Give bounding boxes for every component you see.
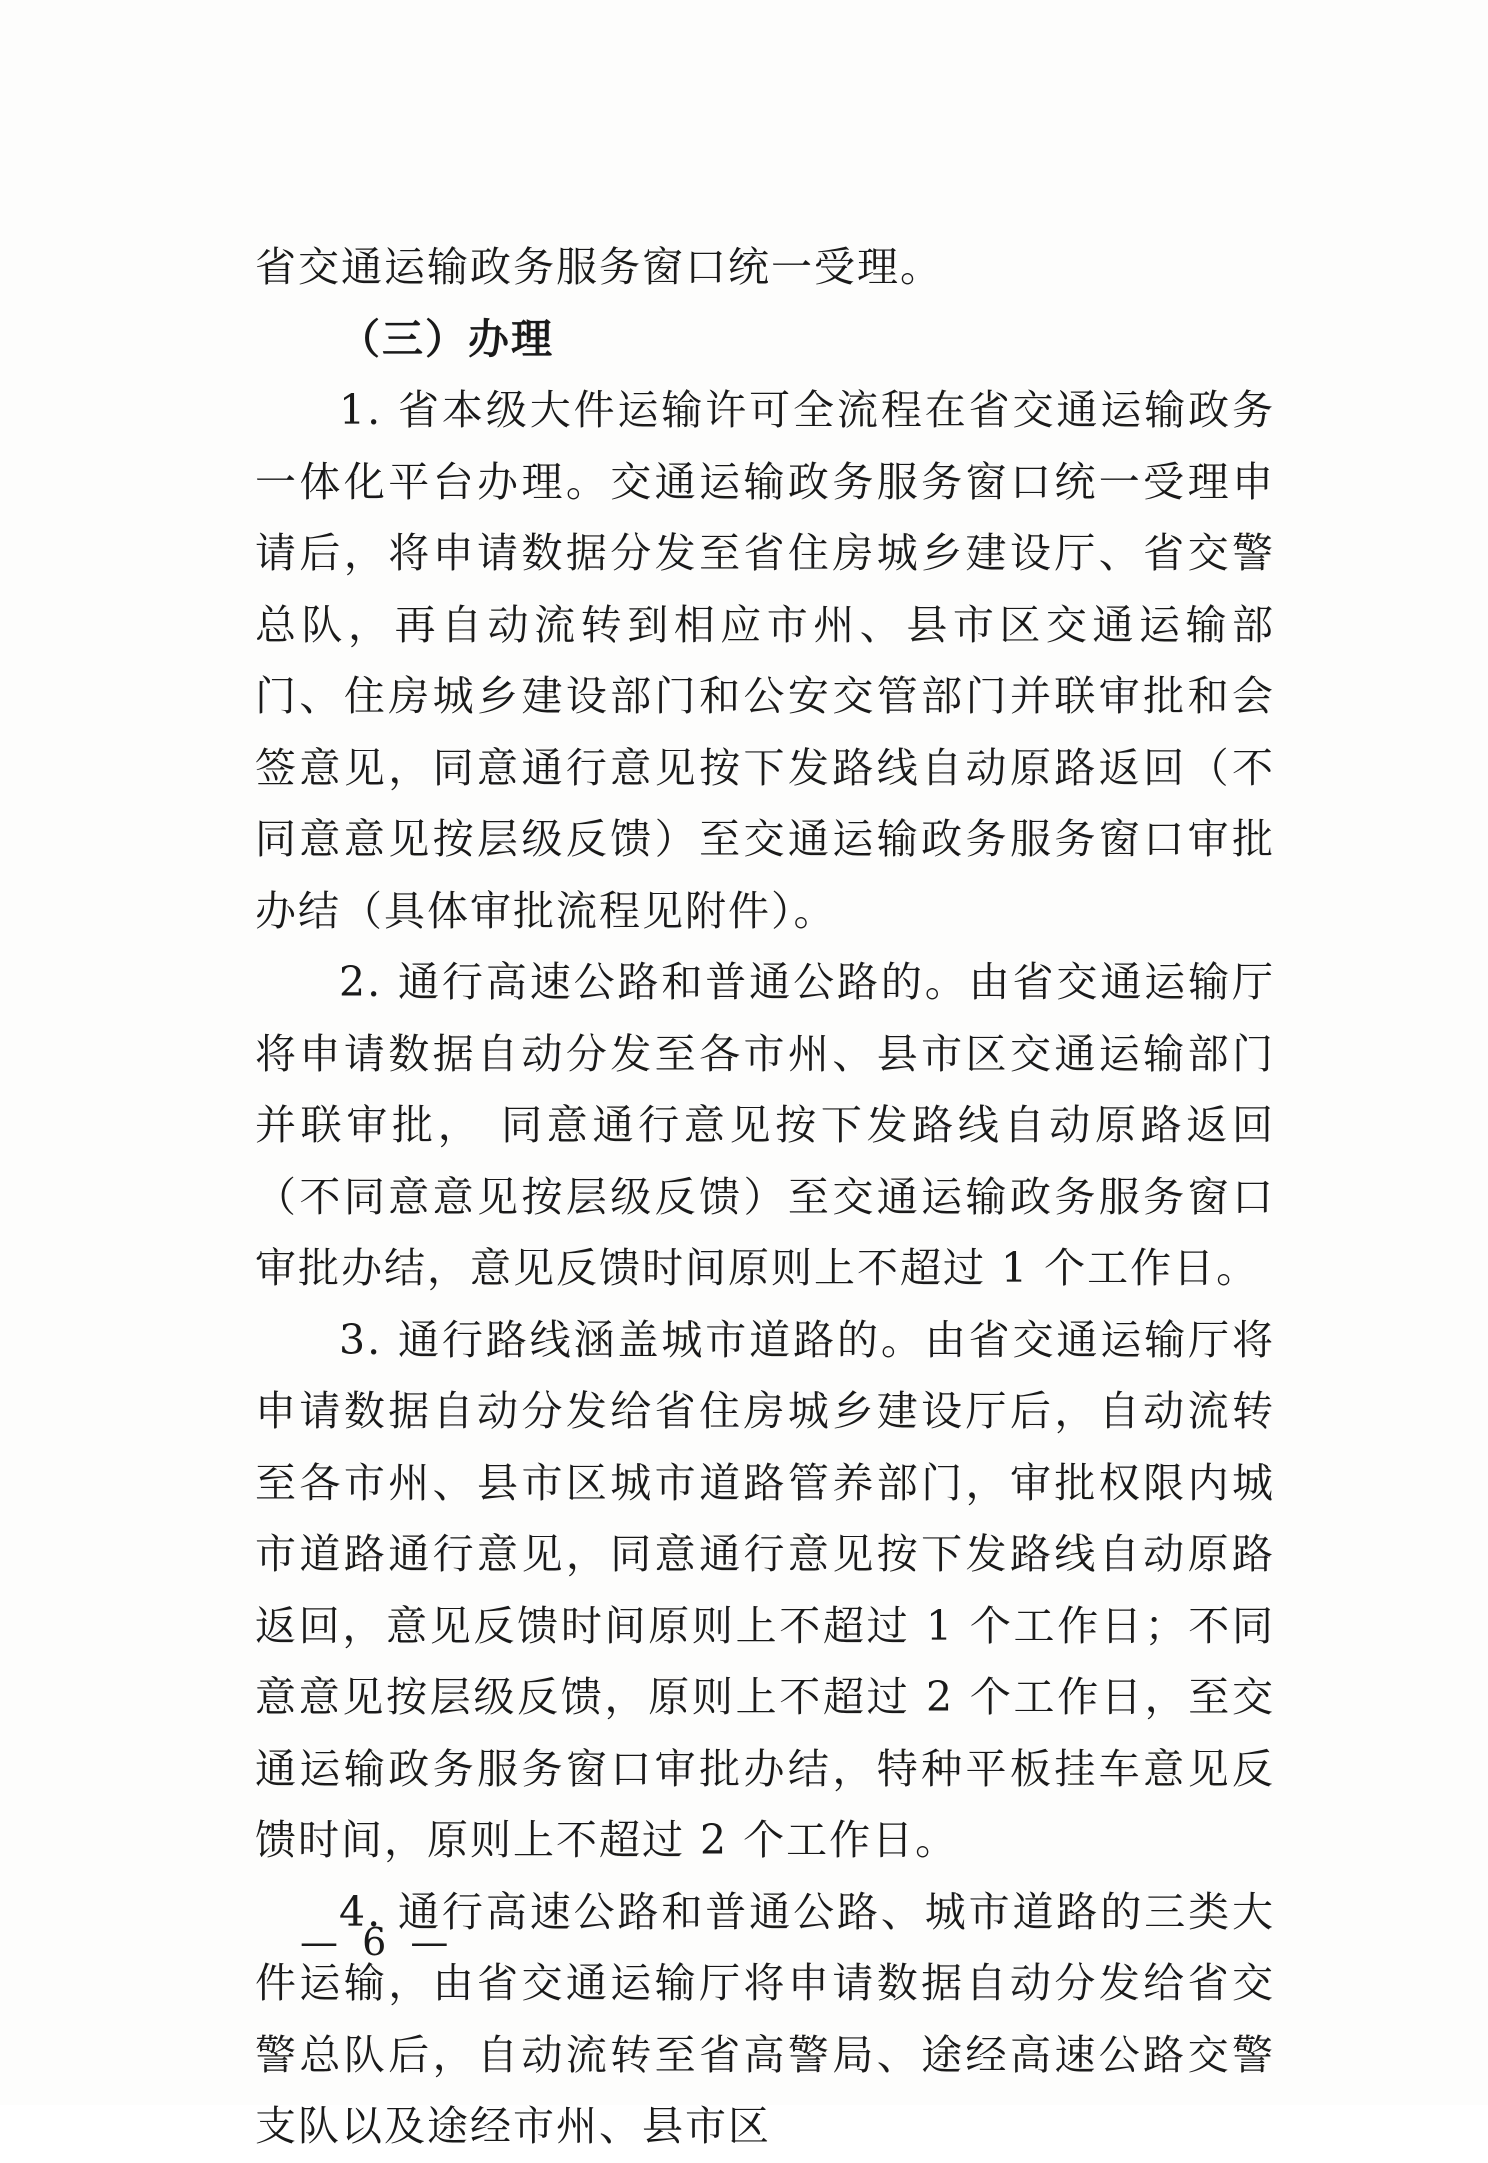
- paragraph-item-3: 3. 通行路线涵盖城市道路的。由省交通运输厅将申请数据自动分发给省住房城乡建设厅后，自动流转至各市州、县市区城市道路管养部门，审批权限内城市道路通行意见，同意通行意见按下发路线自动原路返回，意见反馈时间原则上不超过 1 个工作日；不同意意见按层级反馈，原则上不超过 2 个工作日，至交通运输政务服务窗口审批办结，特种平板挂车意见反馈时间，原则上不超过 2 个工作日。: [255, 1315, 1275, 1864]
- body-text: [255, 232, 1275, 2163]
- paragraph-intro: 省交通运输政务服务窗口统一受理。: [255, 243, 943, 291]
- paragraph-item-2: 2. 通行高速公路和普通公路的。由省交通运输厅将申请数据自动分发至各市州、县市区交通运输部门并联审批， 同意通行意见按下发路线自动原路返回（不同意意见按层级反馈）至交通运输政务服务窗口审批办结，意见反馈时间原则上不超过 1 个工作日。: [255, 958, 1275, 1292]
- page-number: — 6 —: [300, 1920, 455, 1964]
- paragraph-item-1: 1. 省本级大件运输许可全流程在省交通运输政务一体化平台办理。交通运输政务服务窗口统一受理申请后，将申请数据分发至省住房城乡建设厅、省交警总队，再自动流转到相应市州、县市区交通运输部门、住房城乡建设部门和公安交管部门并联审批和会签意见，同意通行意见按下发路线自动原路返回（不同意意见按层级反馈）至交通运输政务服务窗口审批办结（具体审批流程见附件）。: [255, 386, 1275, 935]
- paragraph-item-4: 4. 通行高速公路和普通公路、城市道路的三类大件运输，由省交通运输厅将申请数据自动分发给省交警总队后，自动流转至省高警局、途经高速公路交警支队以及途经市州、县市区: [255, 1887, 1275, 2150]
- section-heading: （三）办理: [339, 314, 554, 363]
